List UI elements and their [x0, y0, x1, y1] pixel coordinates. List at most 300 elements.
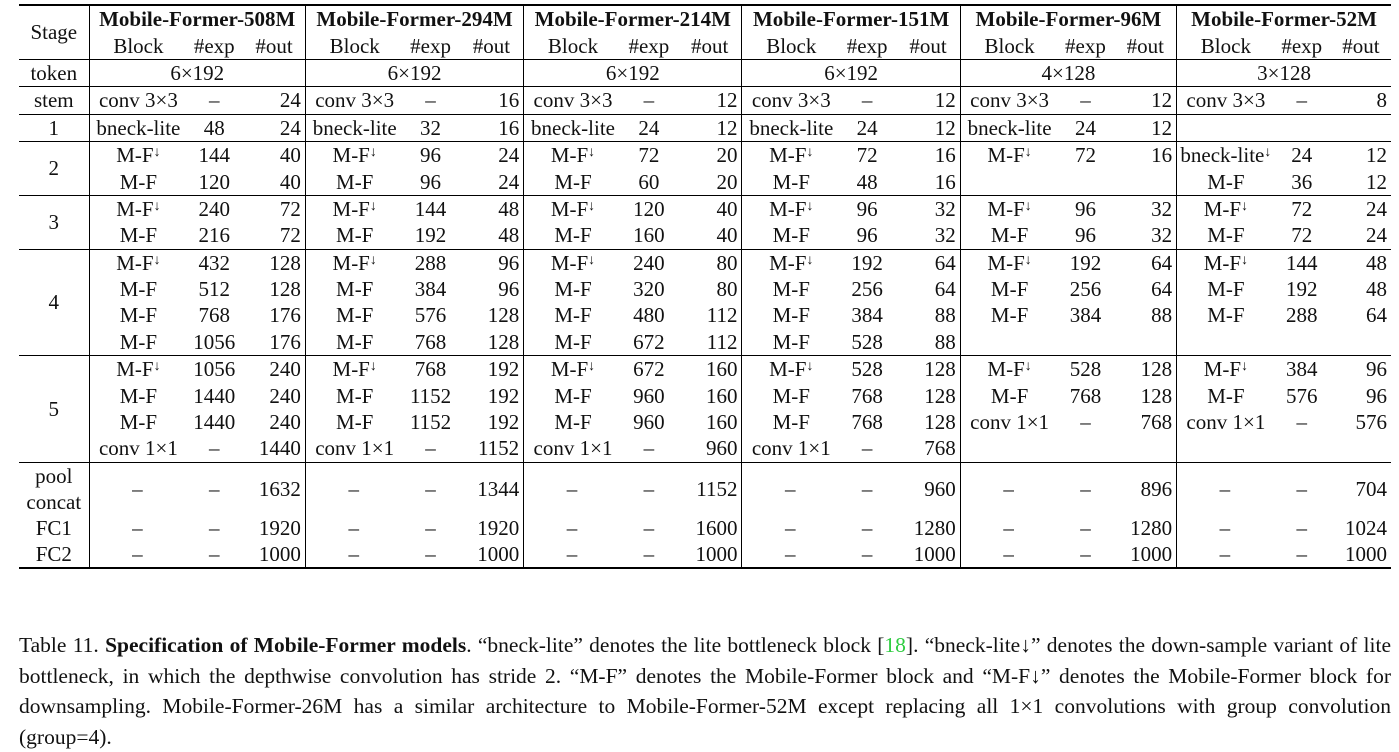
caption-text-2: ]. “bneck-lite↓” denotes the down-sample variant of lite bottleneck, in which the depthwise convolution has stride 2. “M-F” denotes the Mobile-Former block and “M-F↓” denotes the Mobile-Former block for downsampling. Mobile-Former-26M has a similar architecture to Mobile-Former-52M except replacing all 1×1 convolutions with group convolution (group=4). — [19, 633, 1391, 749]
block-cell: M-F↓ — [305, 356, 401, 383]
out-cell: 1024 — [1345, 515, 1387, 540]
out-cell: 48 — [1366, 277, 1387, 302]
block-cell: – — [960, 541, 1056, 568]
out-cell: 1920 — [460, 515, 524, 541]
exp-cell: 256 — [1069, 277, 1102, 302]
out-cell: 64 — [1114, 249, 1176, 276]
table-row — [19, 114, 1391, 141]
out-cell: 40 — [678, 222, 742, 249]
down-arrow-icon: ↓ — [153, 145, 161, 161]
exp-cell: 144 — [1273, 249, 1331, 276]
down-arrow-icon: ↓ — [369, 198, 377, 214]
block-cell: M-F↓ — [960, 356, 1056, 383]
block-cell: bneck-lite — [89, 114, 185, 141]
out-cell: 16 — [896, 168, 960, 195]
token-cell: 6×192 — [89, 59, 305, 86]
exp-cell: 120 — [198, 169, 230, 194]
exp-cell: 768 — [851, 410, 883, 435]
down-arrow-icon: ↓ — [806, 252, 814, 268]
down-arrow-icon: ↓ — [153, 252, 161, 268]
block-cell: conv 3×3 — [742, 87, 838, 114]
spec-table — [19, 4, 1391, 569]
header-row-models — [19, 5, 1391, 32]
exp-cell: 32 — [402, 114, 460, 141]
exp-cell: 240 — [620, 249, 678, 276]
block-cell: M-F↓ — [305, 249, 401, 276]
exp-cell: – — [1056, 462, 1114, 515]
stage-label: 5 — [19, 356, 89, 463]
exp-cell: – — [185, 462, 243, 515]
stage-header: Stage — [19, 5, 89, 59]
exp-cell: – — [1273, 462, 1331, 515]
block-cell: – — [1219, 515, 1231, 540]
column-header: #exp — [410, 33, 451, 58]
exp-cell: 768 — [1069, 383, 1102, 408]
out-cell: 12 — [678, 87, 742, 114]
block-cell: M-F↓ — [960, 141, 1056, 168]
block-cell: M-F↓ — [305, 141, 401, 168]
out-cell: 576 — [1355, 410, 1387, 435]
block-cell: – — [1177, 462, 1273, 515]
table-row — [19, 515, 1391, 541]
down-arrow-icon: ↓ — [1024, 359, 1032, 375]
exp-cell: – — [838, 87, 896, 114]
exp-cell: 1056 — [193, 329, 236, 354]
out-cell: 96 — [1366, 383, 1387, 408]
column-header: #exp — [1065, 33, 1106, 58]
exp-cell — [1273, 435, 1331, 462]
exp-cell: 72 — [1056, 141, 1114, 168]
table-row — [19, 302, 1391, 328]
out-cell: 1600 — [678, 515, 742, 541]
block-cell — [960, 329, 1056, 356]
exp-cell: – — [1080, 515, 1091, 540]
table-row — [19, 541, 1391, 568]
block-cell: M-F↓ — [1177, 249, 1273, 276]
out-cell: 16 — [460, 87, 524, 114]
out-cell: 48 — [460, 195, 524, 222]
table-header — [19, 5, 1391, 59]
exp-cell: 72 — [620, 141, 678, 168]
exp-cell: – — [1056, 541, 1114, 568]
out-cell — [1331, 114, 1391, 141]
exp-cell: 384 — [1069, 303, 1102, 328]
table-row — [19, 435, 1391, 462]
block-cell: M-F — [119, 383, 158, 408]
out-cell: 12 — [896, 114, 960, 141]
down-arrow-icon: ↓ — [1241, 359, 1249, 375]
column-header: #out — [896, 32, 960, 59]
out-cell: 96 — [1331, 356, 1391, 383]
out-cell: 128 — [1114, 356, 1176, 383]
block-cell: M-F↓ — [1177, 356, 1273, 383]
block-cell — [1177, 329, 1273, 356]
exp-cell: 36 — [1291, 169, 1313, 194]
block-cell: M-F — [772, 329, 810, 354]
out-cell: 24 — [460, 141, 524, 168]
table-row — [19, 276, 1391, 302]
token-cell: 6×192 — [524, 59, 742, 86]
block-cell — [960, 168, 1056, 195]
column-header: Block — [547, 33, 599, 58]
block-cell: – — [89, 541, 185, 568]
out-cell: 40 — [243, 141, 305, 168]
block-cell: M-F — [1207, 169, 1245, 194]
exp-cell: – — [185, 87, 243, 114]
exp-cell: – — [209, 436, 220, 461]
exp-cell: 96 — [856, 223, 878, 248]
block-cell: – — [1003, 515, 1014, 540]
block-cell: – — [305, 462, 401, 515]
column-header: Block — [1200, 33, 1251, 58]
token-cell: 3×128 — [1177, 59, 1391, 86]
exp-cell: 288 — [402, 249, 460, 276]
exp-cell: – — [1296, 515, 1307, 540]
block-cell: conv 3×3 — [305, 87, 401, 114]
table-row — [19, 249, 1391, 276]
table-row — [19, 195, 1391, 222]
out-cell: 72 — [243, 195, 305, 222]
out-cell: 896 — [1114, 462, 1176, 515]
block-cell: M-F — [554, 383, 592, 408]
down-arrow-icon: ↓ — [806, 145, 814, 161]
exp-cell — [1056, 329, 1114, 356]
block-cell: M-F↓ — [89, 249, 185, 276]
exp-cell: 24 — [1273, 141, 1331, 168]
table-row — [19, 462, 1391, 515]
token-cell: 4×128 — [960, 59, 1176, 86]
exp-cell — [1273, 329, 1331, 356]
block-cell: M-F↓ — [524, 356, 620, 383]
out-cell: 72 — [243, 222, 305, 249]
out-cell: 1344 — [460, 462, 524, 515]
block-cell: M-F — [990, 383, 1029, 408]
exp-cell: 256 — [851, 277, 883, 302]
caption-title: Specification of Mobile-Former models — [105, 633, 467, 657]
out-cell: 1632 — [243, 462, 305, 515]
block-cell: – — [89, 462, 185, 515]
column-header: #exp — [193, 33, 235, 58]
block-cell — [1177, 435, 1273, 462]
out-cell: 160 — [678, 382, 742, 408]
exp-cell: 192 — [838, 249, 896, 276]
out-cell: 1000 — [243, 541, 305, 568]
out-cell: 160 — [678, 356, 742, 383]
column-header: #out — [1114, 32, 1176, 59]
block-cell: bneck-lite — [960, 114, 1056, 141]
block-cell: – — [132, 515, 143, 540]
exp-cell: – — [402, 87, 460, 114]
exp-cell: – — [1296, 410, 1307, 435]
block-cell: M-F — [336, 383, 374, 408]
exp-cell: – — [838, 462, 896, 515]
block-cell: conv 3×3 — [524, 87, 620, 114]
block-cell: M-F — [119, 303, 158, 328]
block-cell — [1177, 114, 1273, 141]
block-cell: bneck-lite↓ — [1177, 141, 1273, 168]
block-cell: M-F↓ — [742, 249, 838, 276]
out-cell: 1280 — [896, 515, 960, 541]
exp-cell: – — [620, 462, 678, 515]
out-cell: 240 — [243, 409, 305, 435]
exp-cell: 72 — [1291, 223, 1313, 248]
exp-cell: 24 — [838, 114, 896, 141]
out-cell: 128 — [1114, 382, 1176, 408]
out-cell: 12 — [678, 114, 742, 141]
out-cell: 40 — [678, 195, 742, 222]
exp-cell — [1273, 114, 1331, 141]
out-cell: 960 — [678, 435, 742, 462]
block-cell: M-F — [772, 277, 810, 302]
exp-cell: 768 — [414, 329, 447, 354]
down-arrow-icon: ↓ — [1024, 252, 1032, 268]
stage-label: 1 — [19, 114, 89, 141]
exp-cell: 1440 — [193, 383, 236, 408]
out-cell: 192 — [460, 409, 524, 435]
out-cell: 20 — [678, 168, 742, 195]
exp-cell: 1056 — [185, 356, 243, 383]
out-cell: 128 — [460, 302, 524, 328]
stage-label: FC1 — [19, 515, 89, 541]
table-row — [19, 409, 1391, 435]
out-cell: 768 — [1114, 409, 1176, 435]
model-header: Mobile-Former-151M — [742, 5, 960, 32]
out-cell: 1920 — [243, 515, 305, 541]
block-cell: conv 1×1 — [751, 436, 831, 461]
out-cell: 32 — [896, 195, 960, 222]
out-cell: 128 — [896, 382, 960, 408]
exp-cell: – — [209, 515, 220, 540]
block-cell: M-F — [772, 383, 810, 408]
exp-cell: 24 — [620, 114, 678, 141]
out-cell: 128 — [243, 276, 305, 302]
exp-cell: – — [1273, 541, 1331, 568]
out-cell: 12 — [1114, 87, 1176, 114]
block-cell: M-F — [1207, 383, 1245, 408]
out-cell: 32 — [1114, 222, 1176, 249]
out-cell — [1114, 329, 1176, 356]
block-cell: M-F — [990, 277, 1029, 302]
block-cell: – — [348, 515, 359, 540]
out-cell: 240 — [243, 356, 305, 383]
token-cell: 6×192 — [742, 59, 960, 86]
out-cell — [1114, 435, 1176, 462]
down-arrow-icon: ↓ — [369, 252, 377, 268]
out-cell: 192 — [460, 356, 524, 383]
down-arrow-icon: ↓ — [806, 198, 814, 214]
exp-cell: 72 — [838, 141, 896, 168]
block-cell: conv 1×1 — [98, 436, 178, 461]
exp-cell: 96 — [1074, 223, 1096, 248]
block-cell: M-F — [772, 223, 810, 248]
citation-link[interactable]: 18 — [884, 633, 906, 657]
exp-cell: 144 — [185, 141, 243, 168]
exp-cell: 384 — [1273, 356, 1331, 383]
exp-cell: 1440 — [193, 410, 236, 435]
out-cell: 176 — [243, 329, 305, 356]
exp-cell: 528 — [838, 356, 896, 383]
out-cell: 40 — [243, 168, 305, 195]
block-cell: conv 1×1 — [970, 410, 1050, 435]
out-cell: 24 — [1366, 223, 1387, 248]
token-row — [19, 59, 1391, 86]
column-header: #exp — [628, 33, 670, 58]
out-cell: 960 — [896, 462, 960, 515]
block-cell: M-F — [119, 410, 158, 435]
exp-cell: 672 — [633, 329, 665, 354]
exp-cell: 60 — [638, 169, 660, 194]
block-cell: conv 3×3 — [1177, 87, 1273, 114]
table-body — [19, 59, 1391, 568]
out-cell: 112 — [678, 302, 742, 328]
block-cell: – — [785, 515, 796, 540]
exp-cell: – — [1080, 410, 1091, 435]
block-cell: M-F — [554, 223, 592, 248]
down-arrow-icon: ↓ — [588, 145, 596, 161]
table-row — [19, 382, 1391, 408]
out-cell: 112 — [678, 329, 742, 356]
block-cell: M-F — [119, 277, 158, 302]
block-cell: M-F — [119, 169, 158, 194]
out-cell: 12 — [1366, 169, 1387, 194]
out-cell: 12 — [1114, 114, 1176, 141]
out-cell: 24 — [243, 114, 305, 141]
down-arrow-icon: ↓ — [153, 198, 161, 214]
column-header: #exp — [1281, 33, 1323, 58]
block-cell: – — [566, 515, 578, 540]
exp-cell: 1152 — [409, 410, 452, 435]
exp-cell: – — [425, 436, 436, 461]
block-cell: M-F — [554, 303, 592, 328]
exp-cell — [1056, 168, 1114, 195]
out-cell: 8 — [1331, 87, 1391, 114]
down-arrow-icon: ↓ — [1024, 145, 1032, 161]
exp-cell: – — [425, 515, 436, 540]
column-header: #out — [460, 32, 524, 59]
column-header: Block — [113, 33, 164, 58]
exp-cell: – — [643, 436, 655, 461]
out-cell — [1331, 435, 1391, 462]
out-cell: 768 — [896, 435, 960, 462]
out-cell: 96 — [460, 276, 524, 302]
out-cell: 16 — [896, 141, 960, 168]
block-cell: bneck-lite — [305, 114, 401, 141]
exp-cell: 48 — [856, 169, 878, 194]
out-cell: 12 — [1331, 141, 1391, 168]
block-cell: M-F — [554, 410, 592, 435]
down-arrow-icon: ↓ — [369, 145, 377, 161]
model-header: Mobile-Former-214M — [524, 5, 742, 32]
exp-cell: 144 — [402, 195, 460, 222]
exp-cell: – — [402, 462, 460, 515]
block-cell: M-F — [554, 169, 592, 194]
exp-cell: 96 — [402, 141, 460, 168]
table-row — [19, 222, 1391, 249]
out-cell: 32 — [896, 222, 960, 249]
block-cell: – — [742, 541, 838, 568]
out-cell: 1000 — [678, 541, 742, 568]
exp-cell: 96 — [838, 195, 896, 222]
block-cell: M-F — [336, 303, 374, 328]
out-cell: 1280 — [1114, 515, 1176, 541]
down-arrow-icon: ↓ — [806, 359, 814, 375]
stage-label: pool concat — [19, 462, 89, 515]
block-cell: M-F — [554, 329, 592, 354]
exp-cell: – — [643, 515, 655, 540]
exp-cell: – — [1273, 87, 1331, 114]
out-cell: 1000 — [1331, 541, 1391, 568]
block-cell: M-F — [772, 303, 810, 328]
column-header: Block — [329, 33, 380, 58]
block-cell: M-F — [336, 277, 374, 302]
out-cell: 64 — [896, 249, 960, 276]
out-cell: 64 — [896, 276, 960, 302]
exp-cell: – — [838, 541, 896, 568]
out-cell: 1000 — [1114, 541, 1176, 568]
exp-cell: 120 — [620, 195, 678, 222]
out-cell: 16 — [1114, 141, 1176, 168]
exp-cell: 384 — [851, 303, 883, 328]
header-row-columns — [19, 32, 1391, 59]
block-cell: conv 3×3 — [89, 87, 185, 114]
table-row — [19, 141, 1391, 168]
out-cell: 88 — [896, 329, 960, 356]
table-row — [19, 329, 1391, 356]
block-cell: M-F — [119, 329, 158, 354]
out-cell: 1152 — [678, 462, 742, 515]
spec-table-container — [19, 4, 1391, 569]
out-cell: 24 — [243, 87, 305, 114]
exp-cell: 1152 — [409, 383, 452, 408]
down-arrow-icon: ↓ — [1241, 198, 1249, 214]
exp-cell: 768 — [198, 303, 230, 328]
block-cell: M-F — [990, 223, 1029, 248]
exp-cell: – — [620, 541, 678, 568]
down-arrow-icon: ↓ — [1241, 252, 1249, 268]
stage-label: 2 — [19, 141, 89, 195]
out-cell: 160 — [678, 409, 742, 435]
block-cell: – — [524, 462, 620, 515]
exp-cell: – — [185, 541, 243, 568]
out-cell: 1000 — [460, 541, 524, 568]
out-cell: 24 — [1331, 195, 1391, 222]
out-cell: 1152 — [460, 435, 524, 462]
model-header: Mobile-Former-508M — [89, 5, 305, 32]
table-row — [19, 356, 1391, 383]
exp-cell: 432 — [185, 249, 243, 276]
exp-cell: 960 — [633, 410, 665, 435]
block-cell: M-F↓ — [524, 141, 620, 168]
out-cell: 88 — [896, 302, 960, 328]
stage-label: FC2 — [19, 541, 89, 568]
block-cell: M-F↓ — [524, 249, 620, 276]
block-cell: M-F — [990, 303, 1029, 328]
table-caption — [19, 630, 1391, 752]
column-header: #out — [678, 32, 742, 59]
exp-cell: – — [861, 515, 873, 540]
out-cell: 176 — [243, 302, 305, 328]
exp-cell: 528 — [851, 329, 883, 354]
block-cell: – — [305, 541, 401, 568]
block-cell: – — [742, 462, 838, 515]
out-cell: 24 — [460, 168, 524, 195]
column-header: Block — [766, 33, 817, 58]
out-cell: 88 — [1114, 302, 1176, 328]
block-cell: M-F — [1207, 277, 1245, 302]
exp-cell: 192 — [1285, 277, 1318, 302]
out-cell: 1440 — [243, 435, 305, 462]
exp-cell: 672 — [620, 356, 678, 383]
